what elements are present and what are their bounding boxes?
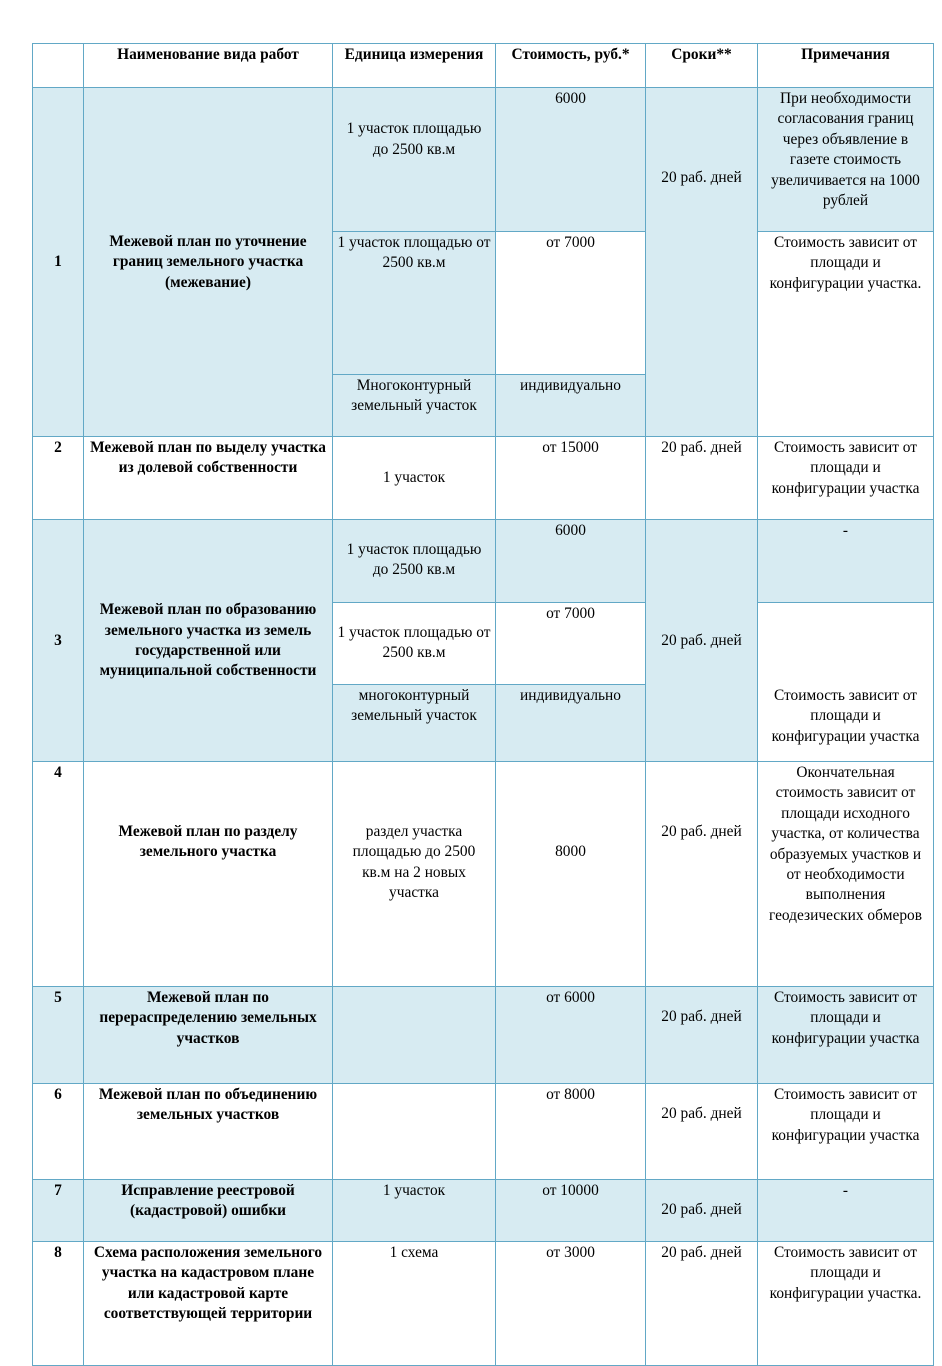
price-cell: индивидуально (496, 685, 646, 762)
notes-cell: Стоимость зависит от площади и конфигурации участка. (758, 1242, 934, 1366)
header-terms: Сроки** (646, 44, 758, 88)
work-name: Межевой план по уточнение границ земельного участка (межевание) (84, 88, 333, 437)
unit-cell: 1 участок площадью от 2500 кв.м (333, 232, 496, 375)
table-row (33, 88, 934, 232)
work-name: Межевой план по разделу земельного участка (84, 762, 333, 987)
header-notes: Примечания (758, 44, 934, 88)
unit-cell: 1 участок площадью до 2500 кв.м (333, 520, 496, 603)
unit-cell: 1 участок (333, 1180, 496, 1242)
price-cell: 6000 (496, 520, 646, 603)
terms-cell: 20 раб. дней (646, 437, 758, 520)
price-cell: 6000 (496, 88, 646, 232)
row-number: 7 (33, 1180, 84, 1242)
price-cell: от 7000 (496, 232, 646, 375)
notes-cell: - (758, 1180, 934, 1242)
work-name: Схема расположения земельного участка на кадастровом плане или кадастровой карте соответствующей территории (84, 1242, 333, 1366)
work-name: Межевой план по выделу участка из долевой собственности (84, 437, 333, 520)
terms-cell: 20 раб. дней (646, 1084, 758, 1180)
unit-cell: 1 схема (333, 1242, 496, 1366)
table-row (33, 987, 934, 1084)
unit-cell: Многоконтурный земельный участок (333, 375, 496, 437)
table-row (33, 1180, 934, 1242)
notes-cell: Окончательная стоимость зависит от площади исходного участка, от количества образуемых участков и от необходимости выполнения геодезических обмеров (758, 762, 934, 987)
notes-cell: Стоимость зависит от площади и конфигурации участка (758, 1084, 934, 1180)
unit-cell (333, 987, 496, 1084)
work-name: Межевой план по образованию земельного участка из земель государственной или муниципальной собственности (84, 520, 333, 762)
price-cell: индивидуально (496, 375, 646, 437)
work-name: Межевой план по перераспределению земельных участков (84, 987, 333, 1084)
notes-cell: Стоимость зависит от площади и конфигурации участка (758, 603, 934, 762)
price-cell: от 3000 (496, 1242, 646, 1366)
unit-cell (333, 1084, 496, 1180)
unit-cell: 1 участок площадью от 2500 кв.м (333, 603, 496, 685)
terms-cell: 20 раб. дней (646, 1180, 758, 1242)
header-unit: Единица измерения (333, 44, 496, 88)
price-cell: от 10000 (496, 1180, 646, 1242)
work-name: Исправление реестровой (кадастровой) ошибки (84, 1180, 333, 1242)
price-table (32, 43, 934, 1366)
price-cell: 8000 (496, 762, 646, 987)
notes-cell: Стоимость зависит от площади и конфигурации участка. (758, 232, 934, 437)
row-number: 8 (33, 1242, 84, 1366)
price-cell: от 15000 (496, 437, 646, 520)
row-number: 1 (33, 88, 84, 437)
price-cell: от 6000 (496, 987, 646, 1084)
price-cell: от 8000 (496, 1084, 646, 1180)
terms-cell: 20 раб. дней (646, 762, 758, 987)
header-price: Стоимость, руб.* (496, 44, 646, 88)
table-row (33, 520, 934, 603)
header-name: Наименование вида работ (84, 44, 333, 88)
notes-cell: При необходимости согласования границ через объявление в газете стоимость увеличивается на 1000 рублей (758, 88, 934, 232)
row-number: 2 (33, 437, 84, 520)
table-row (33, 1084, 934, 1180)
unit-cell: многоконтурный земельный участок (333, 685, 496, 762)
table-header-row (33, 44, 934, 88)
terms-cell: 20 раб. дней (646, 1242, 758, 1366)
unit-cell: 1 участок площадью до 2500 кв.м (333, 88, 496, 232)
notes-cell: Стоимость зависит от площади и конфигурации участка (758, 987, 934, 1084)
unit-cell: 1 участок (333, 437, 496, 520)
unit-cell: раздел участка площадью до 2500 кв.м на 2 новых участка (333, 762, 496, 987)
row-number: 5 (33, 987, 84, 1084)
row-number: 6 (33, 1084, 84, 1180)
table-row (33, 762, 934, 987)
work-name: Межевой план по объединению земельных участков (84, 1084, 333, 1180)
table-row (33, 1242, 934, 1366)
header-num (33, 44, 84, 88)
terms-cell: 20 раб. дней (646, 987, 758, 1084)
notes-cell: Стоимость зависит от площади и конфигурации участка (758, 437, 934, 520)
terms-cell: 20 раб. дней (646, 88, 758, 437)
price-cell: от 7000 (496, 603, 646, 685)
table-row (33, 437, 934, 520)
row-number: 4 (33, 762, 84, 987)
notes-cell: - (758, 520, 934, 603)
row-number: 3 (33, 520, 84, 762)
terms-cell: 20 раб. дней (646, 520, 758, 762)
